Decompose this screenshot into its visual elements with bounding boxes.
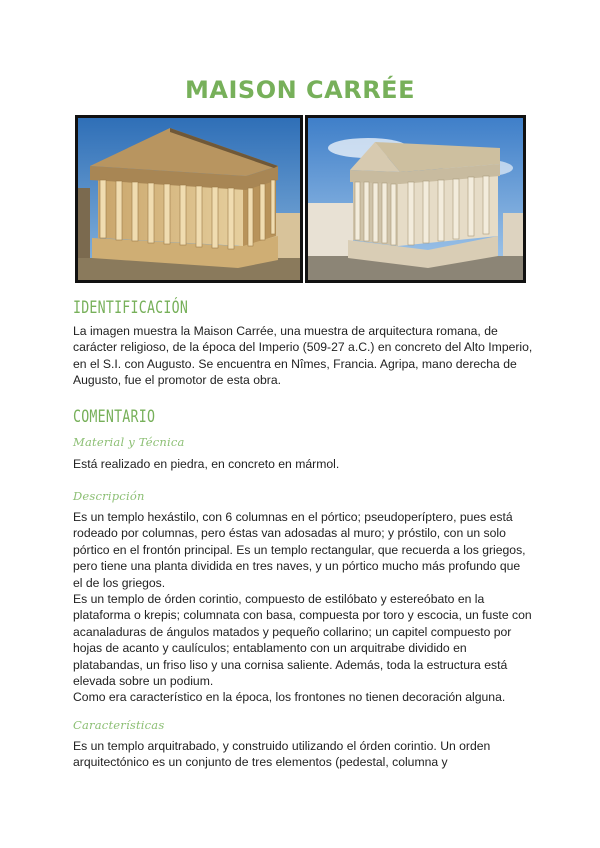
subheading-caracteristicas: Características (73, 718, 165, 732)
subheading-material: Material y Técnica (73, 435, 185, 449)
section-heading-identificacion: IDENTIFICACIÓN (73, 298, 189, 318)
identificacion-paragraph: La imagen muestra la Maison Carrée, una muestra de arquitectura romana, de carácter religioso, de la época del Imperio (509-27 a.C.) en concreto del Alto Imperio, en el S.I. con Augusto. Se encuentra en Nîmes, Francia. Agripa, mano derecha de Augusto, fue el promotor de esta obra. (73, 324, 533, 388)
material-paragraph: Está realizado en piedra, en concreto en mármol. (73, 457, 340, 471)
descripcion-paragraph-2: Es un templo de órden corintio, compuesto de estilóbato y estereóbato en la plataforma o krepis; columnata con basa, compuesta por toro y escocia, un fuste con acanaladuras de ángulos matados y pequeño collarino; un capitel compuesto por hojas de acanto y caulículos; entablamento con un arquitrabe dividido en platabandas, un friso liso y una cornisa saliente. Además, toda la estructura está elevada sobre un podium. (73, 592, 532, 689)
temple-corner-illustration (78, 118, 300, 280)
temple-front-illustration (308, 118, 523, 280)
descripcion-paragraph-1: Es un templo hexástilo, con 6 columnas en el pórtico; pseudoperíptero, pues está rodeado por columnas, pero éstas van adosadas al muro; y próstilo, con un solo pórtico en el frontón principal. Es un templo rectangular, que recuerda a los griegos, pero tiene una planta dividida en tres naves, y un pórtico mucho más profundo que el de los griegos. (73, 510, 526, 590)
section-heading-comentario: COMENTARIO (73, 407, 156, 427)
temple-photo-left (75, 115, 303, 283)
descripcion-paragraph-3: Como era característico en la época, los frontones no tienen decoración alguna. (73, 690, 506, 705)
material-text (73, 456, 533, 472)
caracteristicas-text (73, 738, 533, 771)
descripcion-text (73, 509, 533, 706)
page-title: MAISON CARRÉE (185, 76, 415, 104)
caracteristicas-paragraph: Es un templo arquitrabado, y construido utilizando el órden corintio. Un orden arquitectónico es un conjunto de tres elementos (pedestal, columna y (73, 739, 491, 770)
identificacion-text (73, 323, 533, 389)
subheading-descripcion: Descripción (73, 489, 145, 503)
temple-photo-right (305, 115, 526, 283)
